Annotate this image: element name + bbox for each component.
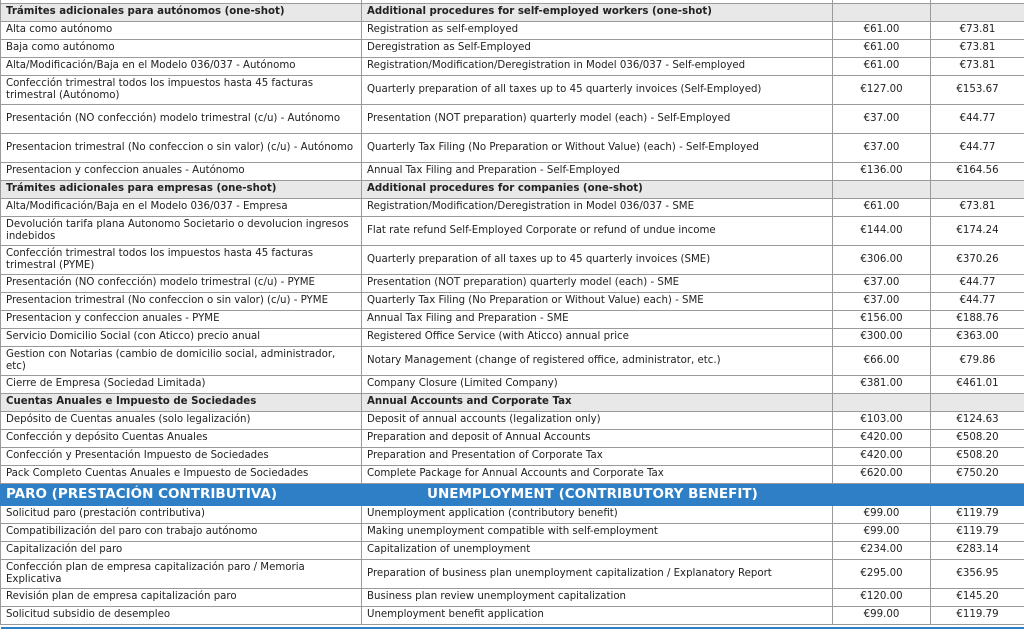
table-row bbox=[1, 275, 1024, 293]
service-name-es: Capitalización del paro bbox=[1, 542, 362, 560]
service-name-en: Registration as self-employed bbox=[362, 22, 833, 40]
price-net: €306.00 bbox=[833, 246, 931, 275]
table-row bbox=[1, 40, 1024, 58]
service-name-en: Annual Tax Filing and Preparation - Self-Employed bbox=[362, 163, 833, 181]
price-with-vat: €508.20 bbox=[931, 430, 1024, 448]
price-net: €300.00 bbox=[833, 329, 931, 347]
service-name-es: Baja como autónomo bbox=[1, 40, 362, 58]
service-name-en: Quarterly Tax Filing (No Preparation or Without Value) (each) - Self-Employed bbox=[362, 134, 833, 163]
section-blank-cell bbox=[833, 484, 931, 506]
table-row bbox=[1, 560, 1024, 589]
service-name-es: Alta/Modificación/Baja en el Modelo 036/037 - Autónomo bbox=[1, 58, 362, 76]
table-row bbox=[1, 466, 1024, 484]
table-row bbox=[1, 524, 1024, 542]
service-name-es: Confección trimestral todos los impuestos hasta 45 facturas trimestral (PYME) bbox=[1, 246, 362, 275]
section-title-en: Additional procedures for companies (one-shot) bbox=[362, 181, 833, 199]
section-blank-cell bbox=[833, 4, 931, 22]
section-header-row bbox=[1, 484, 1024, 506]
service-name-en: Deposit of annual accounts (legalization only) bbox=[362, 412, 833, 430]
service-name-es: Cierre de Empresa (Sociedad Limitada) bbox=[1, 376, 362, 394]
service-name-en: Presentation (NOT preparation) quarterly model (each) - Self-Employed bbox=[362, 105, 833, 134]
service-name-es: Revisión plan de empresa capitalización paro bbox=[1, 589, 362, 607]
price-with-vat: €124.63 bbox=[931, 412, 1024, 430]
price-net: €37.00 bbox=[833, 275, 931, 293]
table-row bbox=[1, 412, 1024, 430]
table-row bbox=[1, 105, 1024, 134]
section-blank-cell bbox=[931, 4, 1024, 22]
price-net: €156.00 bbox=[833, 311, 931, 329]
table-row bbox=[1, 506, 1024, 524]
service-name-en: Capitalization of unemployment bbox=[362, 542, 833, 560]
service-name-en: Company Closure (Limited Company) bbox=[362, 376, 833, 394]
table-row bbox=[1, 347, 1024, 376]
service-name-en: Quarterly preparation of all taxes up to 45 quarterly invoices (Self-Employed) bbox=[362, 76, 833, 105]
service-name-es: Devolución tarifa plana Autonomo Societario o devolucion ingresos indebidos bbox=[1, 217, 362, 246]
price-with-vat: €73.81 bbox=[931, 199, 1024, 217]
service-name-es: Confección y Presentación Impuesto de Sociedades bbox=[1, 448, 362, 466]
price-net: €99.00 bbox=[833, 607, 931, 625]
price-with-vat: €750.20 bbox=[931, 466, 1024, 484]
service-name-en: Registration/Modification/Deregistration in Model 036/037 - SME bbox=[362, 199, 833, 217]
price-net: €61.00 bbox=[833, 22, 931, 40]
service-name-en: Making unemployment compatible with self-employment bbox=[362, 524, 833, 542]
service-name-es: Alta/Modificación/Baja en el Modelo 036/037 - Empresa bbox=[1, 199, 362, 217]
price-net: €99.00 bbox=[833, 506, 931, 524]
price-with-vat: €145.20 bbox=[931, 589, 1024, 607]
table-row bbox=[1, 448, 1024, 466]
table-row bbox=[1, 246, 1024, 275]
table-row bbox=[1, 76, 1024, 105]
service-name-en: Complete Package for Annual Accounts and Corporate Tax bbox=[362, 466, 833, 484]
price-with-vat: €164.56 bbox=[931, 163, 1024, 181]
service-name-en: Business plan review unemployment capitalization bbox=[362, 589, 833, 607]
table-row bbox=[1, 217, 1024, 246]
service-name-en: Annual Tax Filing and Preparation - SME bbox=[362, 311, 833, 329]
price-net: €420.00 bbox=[833, 448, 931, 466]
price-net: €37.00 bbox=[833, 134, 931, 163]
table-row bbox=[1, 22, 1024, 40]
section-title-en: UNEMPLOYMENT (CONTRIBUTORY BENEFIT) bbox=[362, 484, 833, 506]
table-row bbox=[1, 542, 1024, 560]
price-with-vat: €119.79 bbox=[931, 506, 1024, 524]
section-header-row bbox=[1, 4, 1024, 22]
section-blank-cell bbox=[833, 394, 931, 412]
price-net: €136.00 bbox=[833, 163, 931, 181]
section-title-en: Annual Accounts and Corporate Tax bbox=[362, 394, 833, 412]
section-title-es: Trámites adicionales para empresas (one-shot) bbox=[1, 181, 362, 199]
price-net: €620.00 bbox=[833, 466, 931, 484]
service-name-es: Servicio Domicilio Social (con Aticco) precio anual bbox=[1, 329, 362, 347]
table-row bbox=[1, 163, 1024, 181]
table-row bbox=[1, 589, 1024, 607]
service-name-en: Preparation of business plan unemployment capitalization / Explanatory Report bbox=[362, 560, 833, 589]
price-with-vat: €363.00 bbox=[931, 329, 1024, 347]
price-with-vat: €508.20 bbox=[931, 448, 1024, 466]
table-row bbox=[1, 430, 1024, 448]
price-net: €127.00 bbox=[833, 76, 931, 105]
price-net: €381.00 bbox=[833, 376, 931, 394]
service-name-es: Confección y depósito Cuentas Anuales bbox=[1, 430, 362, 448]
price-with-vat: €44.77 bbox=[931, 275, 1024, 293]
table-row bbox=[1, 58, 1024, 76]
price-net: €103.00 bbox=[833, 412, 931, 430]
service-name-es: Confección trimestral todos los impuestos hasta 45 facturas trimestral (Autónomo) bbox=[1, 76, 362, 105]
service-name-en: Unemployment benefit application bbox=[362, 607, 833, 625]
price-with-vat: €44.77 bbox=[931, 134, 1024, 163]
section-blank-cell bbox=[931, 484, 1024, 506]
price-net: €66.00 bbox=[833, 347, 931, 376]
price-with-vat: €370.26 bbox=[931, 246, 1024, 275]
price-net: €37.00 bbox=[833, 293, 931, 311]
table-row bbox=[1, 293, 1024, 311]
price-net: €420.00 bbox=[833, 430, 931, 448]
edge-cell bbox=[1, 625, 362, 629]
section-blank-cell bbox=[931, 181, 1024, 199]
service-name-en: Preparation and deposit of Annual Accounts bbox=[362, 430, 833, 448]
price-net: €99.00 bbox=[833, 524, 931, 542]
section-title-es: Cuentas Anuales e Impuesto de Sociedades bbox=[1, 394, 362, 412]
price-net: €144.00 bbox=[833, 217, 931, 246]
service-name-es: Gestion con Notarias (cambio de domicilio social, administrador, etc) bbox=[1, 347, 362, 376]
service-name-en: Deregistration as Self-Employed bbox=[362, 40, 833, 58]
service-name-es: Presentación (NO confección) modelo trimestral (c/u) - PYME bbox=[1, 275, 362, 293]
edge-cell bbox=[833, 625, 931, 629]
service-name-es: Presentacion trimestral (No confeccion o sin valor) (c/u) - PYME bbox=[1, 293, 362, 311]
bottom-edge-row bbox=[1, 625, 1024, 629]
price-with-vat: €73.81 bbox=[931, 22, 1024, 40]
table-row bbox=[1, 607, 1024, 625]
section-header-row bbox=[1, 181, 1024, 199]
price-with-vat: €153.67 bbox=[931, 76, 1024, 105]
price-with-vat: €44.77 bbox=[931, 293, 1024, 311]
price-with-vat: €119.79 bbox=[931, 607, 1024, 625]
service-name-en: Quarterly preparation of all taxes up to 45 quarterly invoices (SME) bbox=[362, 246, 833, 275]
service-name-es: Presentacion y confeccion anuales - Autónomo bbox=[1, 163, 362, 181]
service-name-es: Presentacion trimestral (No confeccion o sin valor) (c/u) - Autónomo bbox=[1, 134, 362, 163]
service-name-en: Unemployment application (contributory benefit) bbox=[362, 506, 833, 524]
price-with-vat: €119.79 bbox=[931, 524, 1024, 542]
section-title-es: PARO (PRESTACIÓN CONTRIBUTIVA) bbox=[1, 484, 362, 506]
table-row bbox=[1, 134, 1024, 163]
price-with-vat: €44.77 bbox=[931, 105, 1024, 134]
price-with-vat: €283.14 bbox=[931, 542, 1024, 560]
service-name-es: Pack Completo Cuentas Anuales e Impuesto de Sociedades bbox=[1, 466, 362, 484]
section-title-es: Trámites adicionales para autónomos (one-shot) bbox=[1, 4, 362, 22]
service-name-en: Flat rate refund Self-Employed Corporate or refund of undue income bbox=[362, 217, 833, 246]
table-row bbox=[1, 376, 1024, 394]
price-net: €234.00 bbox=[833, 542, 931, 560]
section-header-row bbox=[1, 394, 1024, 412]
price-with-vat: €73.81 bbox=[931, 58, 1024, 76]
service-name-es: Confección plan de empresa capitalización paro / Memoria Explicativa bbox=[1, 560, 362, 589]
table-row bbox=[1, 311, 1024, 329]
section-title-en: Additional procedures for self-employed workers (one-shot) bbox=[362, 4, 833, 22]
section-blank-cell bbox=[931, 394, 1024, 412]
price-with-vat: €461.01 bbox=[931, 376, 1024, 394]
table-row bbox=[1, 329, 1024, 347]
section-blank-cell bbox=[833, 181, 931, 199]
service-name-en: Quarterly Tax Filing (No Preparation or Without Value) each) - SME bbox=[362, 293, 833, 311]
service-name-es: Presentacion y confeccion anuales - PYME bbox=[1, 311, 362, 329]
service-name-es: Alta como autónomo bbox=[1, 22, 362, 40]
service-name-es: Solicitud paro (prestación contributiva) bbox=[1, 506, 362, 524]
service-name-es: Compatibilización del paro con trabajo autónomo bbox=[1, 524, 362, 542]
table-row bbox=[1, 199, 1024, 217]
price-with-vat: €188.76 bbox=[931, 311, 1024, 329]
service-name-es: Depósito de Cuentas anuales (solo legalización) bbox=[1, 412, 362, 430]
price-net: €295.00 bbox=[833, 560, 931, 589]
price-net: €61.00 bbox=[833, 40, 931, 58]
service-name-en: Registration/Modification/Deregistration in Model 036/037 - Self-employed bbox=[362, 58, 833, 76]
price-table-body bbox=[1, 0, 1024, 628]
edge-cell bbox=[931, 625, 1024, 629]
service-name-en: Notary Management (change of registered office, administrator, etc.) bbox=[362, 347, 833, 376]
edge-cell bbox=[362, 625, 833, 629]
price-net: €61.00 bbox=[833, 199, 931, 217]
service-name-en: Presentation (NOT preparation) quarterly model (each) - SME bbox=[362, 275, 833, 293]
price-net: €37.00 bbox=[833, 105, 931, 134]
price-with-vat: €73.81 bbox=[931, 40, 1024, 58]
price-with-vat: €79.86 bbox=[931, 347, 1024, 376]
service-name-es: Presentación (NO confección) modelo trimestral (c/u) - Autónomo bbox=[1, 105, 362, 134]
service-name-es: Solicitud subsidio de desempleo bbox=[1, 607, 362, 625]
price-net: €120.00 bbox=[833, 589, 931, 607]
service-name-en: Preparation and Presentation of Corporate Tax bbox=[362, 448, 833, 466]
price-with-vat: €356.95 bbox=[931, 560, 1024, 589]
price-with-vat: €174.24 bbox=[931, 217, 1024, 246]
service-name-en: Registered Office Service (with Aticco) annual price bbox=[362, 329, 833, 347]
price-net: €61.00 bbox=[833, 58, 931, 76]
